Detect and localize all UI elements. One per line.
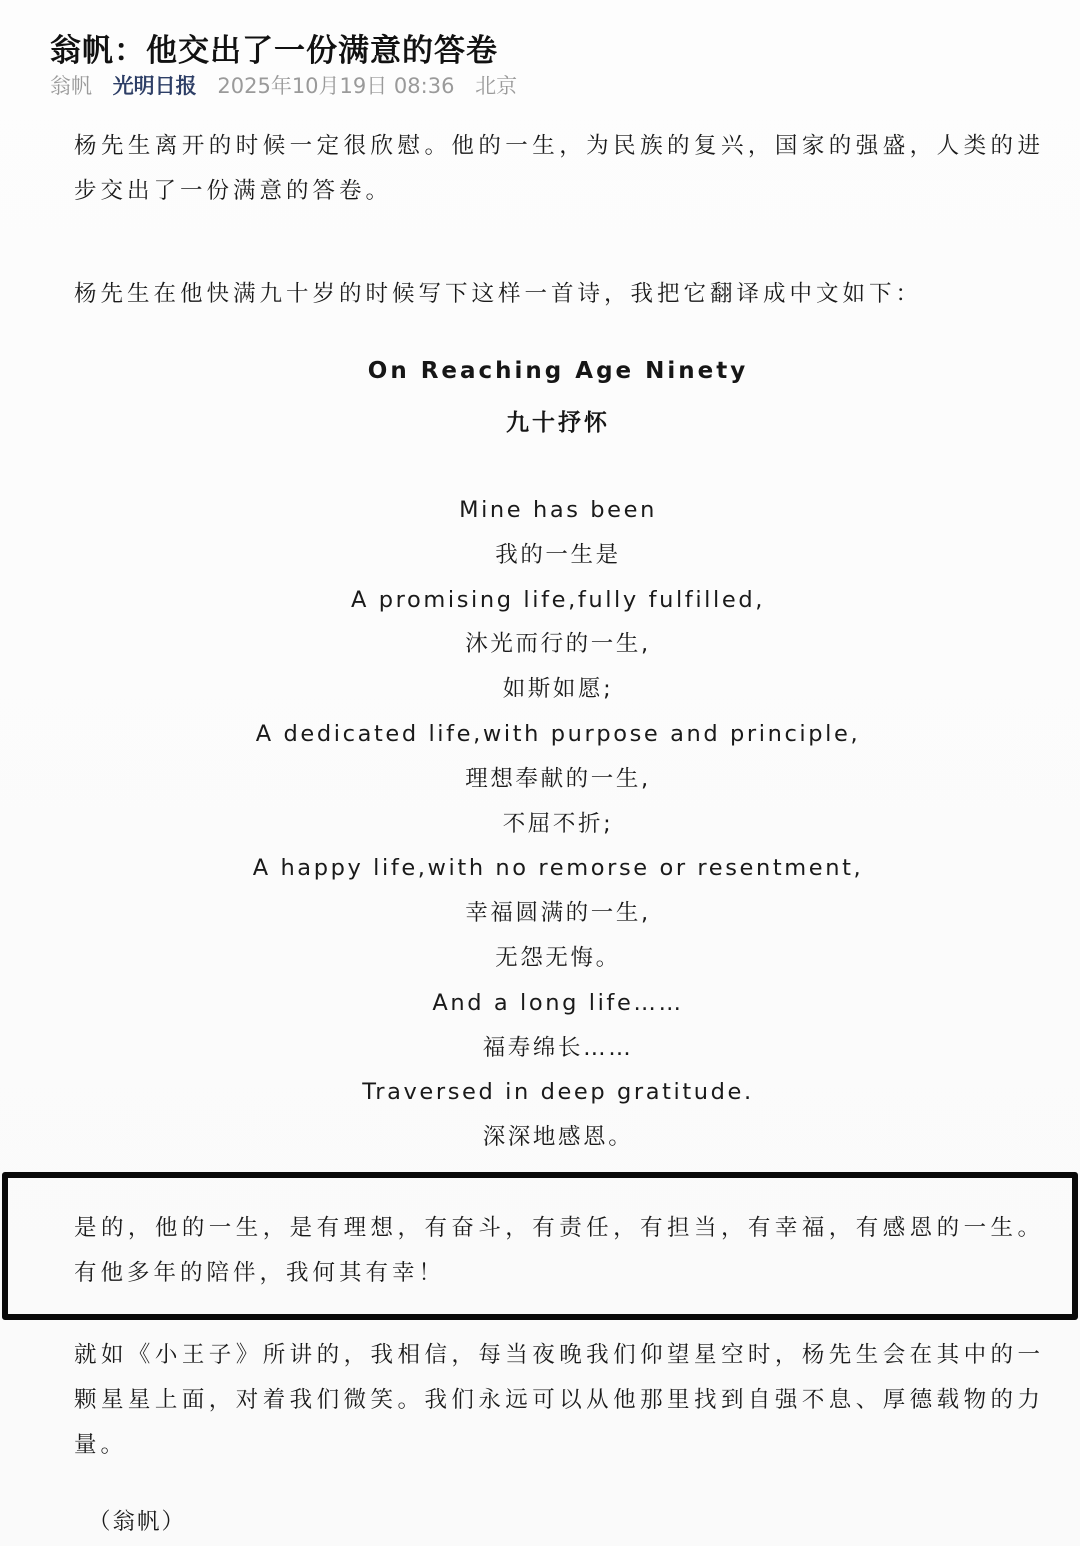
article-meta: [50, 70, 531, 100]
meta-datetime: 2025年10月19日 08:36: [217, 74, 455, 98]
meta-source-link[interactable]: 光明日报: [112, 74, 197, 98]
article-signature: （翁帆）: [88, 1509, 187, 1535]
poem-title-en: On Reaching Age Ninety: [367, 358, 749, 384]
poem-line: A happy life,with no remorse or resentment,: [252, 855, 864, 882]
poem-line: Mine has been: [459, 497, 657, 523]
poem-line: A promising life,fully fulfilled,: [351, 586, 765, 613]
poem-body: [0, 488, 1080, 1160]
poem-line: 深深地感恩。: [482, 1124, 634, 1151]
poem-line: 幸福圆满的一生,: [465, 900, 651, 927]
poem-line: 沐光而行的一生,: [465, 631, 651, 658]
paragraph-poem-intro: 杨先生在他快满九十岁的时候写下这样一首诗，我把它翻译成中文如下：: [74, 281, 923, 307]
paragraph-intro: 杨先生离开的时候一定很欣慰。他的一生，为民族的复兴，国家的强盛，人类的进步交出了一份满意的答卷。: [74, 133, 1044, 204]
poem-line: 福寿绵长……: [482, 1034, 634, 1061]
meta-author: 翁帆: [50, 74, 92, 98]
poem-line: 不屈不折;: [502, 810, 614, 837]
article-title: 翁帆：他交出了一份满意的答卷: [50, 32, 498, 69]
meta-location: 北京: [475, 74, 518, 98]
poem-line: 无怨无悔。: [495, 944, 621, 971]
poem-line: 如斯如愿;: [502, 676, 614, 703]
poem-line: A dedicated life,with purpose and principle,: [255, 720, 861, 747]
poem-line: Traversed in deep gratitude.: [362, 1079, 754, 1106]
paragraph-highlighted: 是的，他的一生，是有理想，有奋斗，有责任，有担当，有幸福，有感恩的一生。有他多年的陪伴，我何其有幸！: [74, 1215, 1044, 1286]
poem-line: And a long life……: [432, 989, 684, 1016]
poem-line: 理想奉献的一生,: [465, 765, 651, 792]
poem-line: 我的一生是: [495, 541, 621, 568]
paragraph-little-prince: 就如《小王子》所讲的，我相信，每当夜晚我们仰望星空时，杨先生会在其中的一颗星星上面，对着我们微笑。我们永远可以从他那里找到自强不息、厚德载物的力量。: [74, 1342, 1044, 1458]
poem-title-zh: 九十抒怀: [506, 410, 610, 436]
